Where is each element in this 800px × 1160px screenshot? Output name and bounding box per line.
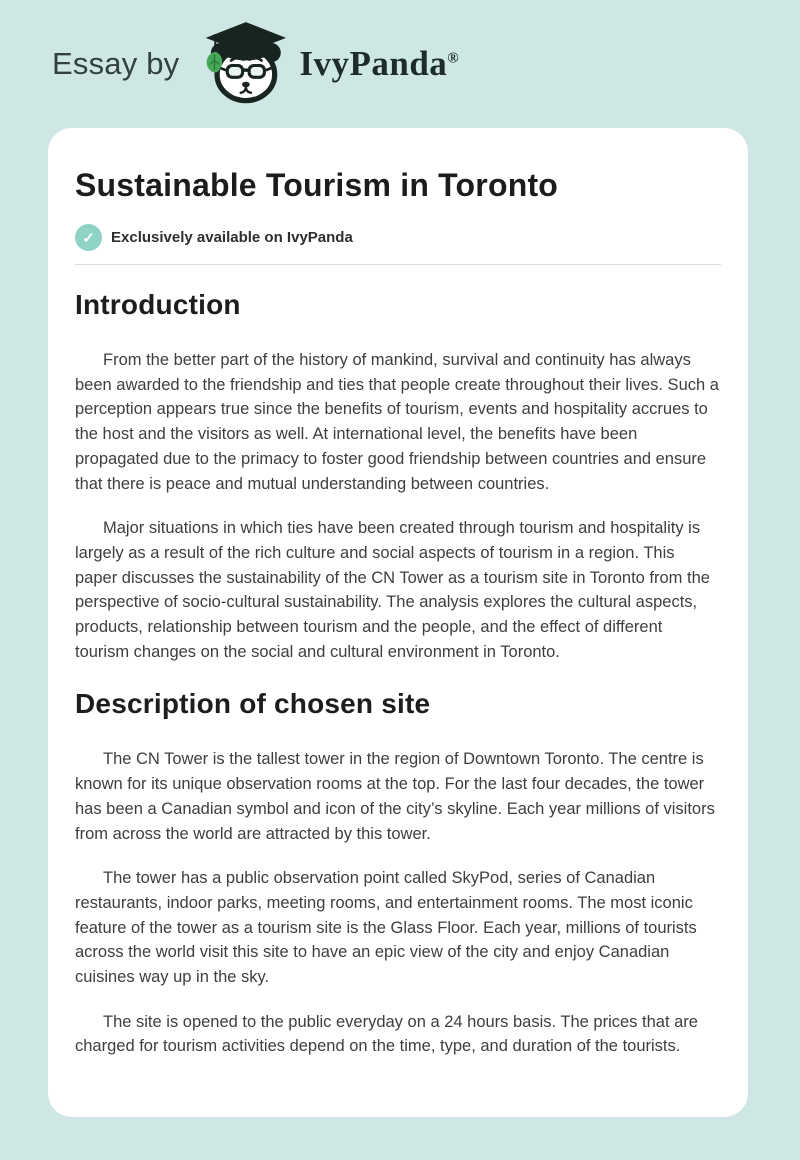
paragraph: The tower has a public observation point called SkyPod, series of Canadian restaurants, indoor parks, meeting rooms, and entertainment rooms. The most iconic feature of the tower as a tourism site is the Glass Floor. Each year, millions of tourists across the world visit this site to have an epic view of the city and enjoy Canadian cuisines way up in the sky. — [75, 869, 697, 987]
essay-card — [48, 128, 748, 1117]
paragraph: The site is opened to the public everyday on a 24 hours basis. The prices that are charged for tourism activities depend on the time, type, and duration of the tourists. — [75, 1012, 698, 1056]
registered-mark: ® — [447, 50, 460, 67]
divider — [75, 264, 721, 265]
paragraph: Major situations in which ties have been created through tourism and hospitality is largely as a result of the rich culture and social aspects of tourism in a region. This paper discusses the sustainability of the CN Tower as a tourism site in Toronto from the perspective of socio-cultural sustainability. The analysis explores the cultural aspects, products, relationship between tourism and the people, and the effect of different tourism changes on the social and cultural environment in Toronto. — [75, 519, 710, 661]
site-header — [0, 0, 800, 128]
paragraph: The CN Tower is the tallest tower in the region of Downtown Toronto. The centre is known for its unique observation rooms at the top. For the last four decades, the tower has been a Canadian symbol and icon of the city’s skyline. Each year millions of visitors from across the world are attracted by this tower. — [75, 750, 715, 843]
exclusive-badge-label: Exclusively available on IvyPanda — [111, 229, 353, 246]
ivypanda-logo — [197, 20, 459, 108]
section-description — [75, 688, 721, 1059]
page-title: Sustainable Tourism in Toronto — [75, 167, 559, 203]
paragraph: From the better part of the history of mankind, survival and continuity has always been awarded to the friendship and ties that people create throughout their lives. Such a perception appears true since the benefits of tourism, events and hospitality accrues to the host and the visitors as well. At international level, the benefits have been propagated due to the primacy to foster good friendship between countries and ensure that there is peace and mutual understanding between countries. — [75, 351, 719, 493]
section-heading-introduction: Introduction — [75, 289, 241, 320]
panda-graduate-icon — [197, 20, 293, 108]
section-heading-description: Description of chosen site — [75, 688, 431, 720]
brand-name: IvyPanda® — [299, 44, 460, 83]
section-introduction — [75, 289, 721, 664]
check-icon: ✓ — [75, 224, 102, 251]
essay-by-label: Essay by — [52, 46, 180, 81]
exclusive-badge — [75, 224, 721, 251]
